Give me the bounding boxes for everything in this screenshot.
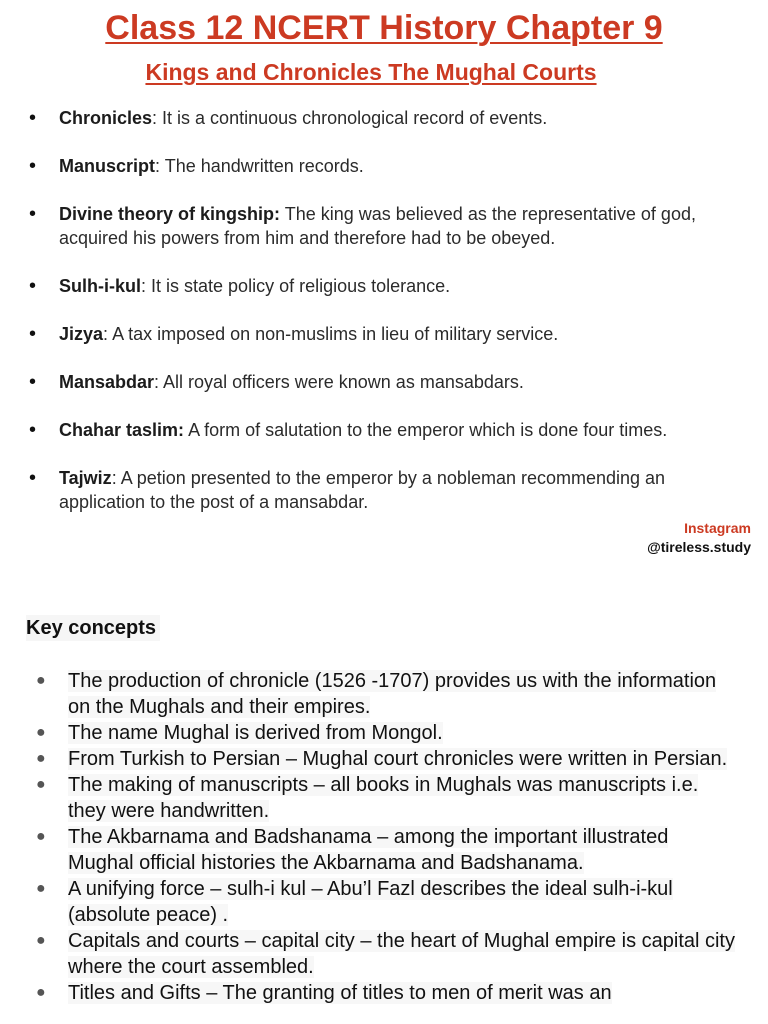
bullet-icon: ●	[36, 828, 46, 845]
bullet-icon: ●	[36, 724, 46, 741]
concept-text: The production of chronicle (1526 -1707) provides us with the information on the Mughals and their empires.	[68, 670, 717, 718]
definition-text: A tax imposed on non-muslims in lieu of military service.	[112, 324, 559, 344]
bullet-icon: ●	[36, 984, 46, 1001]
definition-term: Tajwiz	[59, 468, 112, 488]
definition-item	[0, 418, 768, 442]
definition-item	[0, 202, 768, 250]
instagram-label: Instagram	[684, 520, 751, 536]
definition-text: A form of salutation to the emperor which is done four times.	[188, 420, 668, 440]
definition-item	[0, 370, 768, 394]
definition-item	[0, 154, 768, 178]
bullet-icon: ●	[36, 776, 46, 793]
definition-item	[0, 106, 768, 130]
definition-item	[0, 466, 768, 514]
concept-text: The making of manuscripts – all books in Mughals was manuscripts i.e. they were handwritten.	[68, 774, 699, 822]
definition-text: It is a continuous chronological record of events.	[162, 108, 548, 128]
concept-text: Titles and Gifts – The granting of titles to men of merit was an	[68, 982, 612, 1004]
definition-separator: :	[152, 108, 163, 128]
definitions-list	[0, 106, 768, 538]
bullet-icon: •	[29, 323, 37, 345]
bullet-icon: •	[29, 155, 37, 177]
definition-text: It is state policy of religious tolerance.	[151, 276, 451, 296]
bullet-icon: ●	[36, 750, 46, 767]
bullet-icon: ●	[36, 672, 46, 689]
definition-term: Mansabdar	[59, 372, 155, 392]
definition-item	[0, 322, 768, 346]
definition-text: The handwritten records.	[164, 156, 364, 176]
bullet-icon: •	[29, 203, 37, 225]
definition-separator: :	[111, 468, 121, 488]
concept-item	[0, 928, 768, 980]
instagram-handle: @tireless.study	[647, 539, 751, 555]
concept-text: Capitals and courts – capital city – the heart of Mughal empire is capital city where the court assembled.	[68, 930, 735, 978]
bullet-icon: ●	[36, 880, 46, 897]
key-concepts-heading: Key concepts	[26, 615, 160, 641]
concept-text: A unifying force – sulh-i kul – Abu’l Fazl describes the ideal sulh-i-kul (absolute peace) .	[68, 878, 673, 926]
bullet-icon: •	[29, 107, 37, 129]
instagram-watermark	[647, 519, 751, 557]
definition-separator: :	[103, 324, 113, 344]
concept-item	[0, 746, 768, 772]
definition-separator: :	[154, 372, 164, 392]
bullet-icon: •	[29, 467, 37, 489]
concept-item	[0, 668, 768, 720]
definition-item	[0, 274, 768, 298]
concept-item	[0, 876, 768, 928]
definition-text: The king was believed as the representative of god, acquired his powers from him and therefore had to be obeyed.	[59, 204, 696, 248]
bullet-icon: •	[29, 419, 37, 441]
key-concepts-list	[0, 668, 768, 1006]
definition-separator: :	[155, 156, 165, 176]
concept-item	[0, 824, 768, 876]
definition-separator: :	[141, 276, 152, 296]
page-subtitle: Kings and Chronicles The Mughal Courts	[145, 59, 597, 85]
concept-item	[0, 720, 768, 746]
definition-term: Sulh-i-kul	[59, 276, 141, 296]
definition-text: All royal officers were known as mansabdars.	[163, 372, 524, 392]
definition-term: Jizya	[59, 324, 104, 344]
page-title: Class 12 NCERT History Chapter 9	[105, 9, 663, 47]
concept-text: The Akbarnama and Badshanama – among the important illustrated Mughal official histories the Akbarnama and Badshanama.	[68, 826, 669, 874]
definition-term: Divine theory of kingship:	[59, 204, 281, 224]
concept-item	[0, 772, 768, 824]
concept-text: The name Mughal is derived from Mongol.	[68, 722, 443, 744]
concept-text: From Turkish to Persian – Mughal court chronicles were written in Persian.	[68, 748, 728, 770]
definition-term: Manuscript	[59, 156, 156, 176]
bullet-icon: •	[29, 275, 37, 297]
definition-text: A petion presented to the emperor by a nobleman recommending an application to the post of a mansabdar.	[59, 468, 666, 512]
bullet-icon: •	[29, 371, 37, 393]
concept-item	[0, 980, 768, 1006]
bullet-icon: ●	[36, 932, 46, 949]
definition-term: Chahar taslim:	[59, 420, 185, 440]
definition-term: Chronicles	[59, 108, 153, 128]
